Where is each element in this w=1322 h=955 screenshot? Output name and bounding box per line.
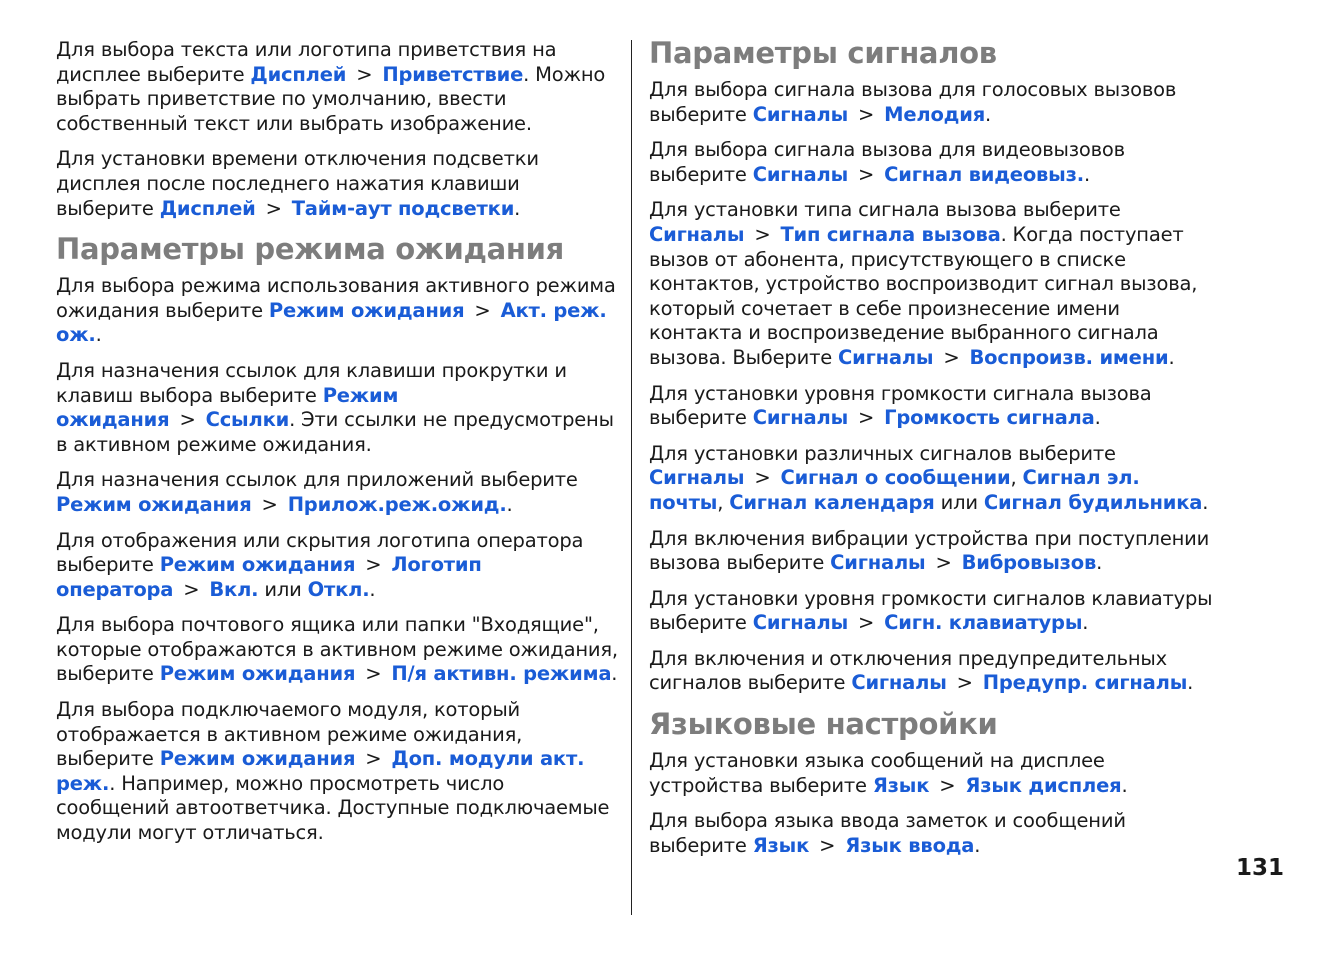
menu-path-link: Ссылки	[205, 408, 290, 432]
separator: >	[265, 196, 282, 220]
paragraph: Для назначения ссылок для клавиши прокрутки и клавиш выбора выберите Режим ожидания > Ссылки. Эти ссылки не предусмотрены в активном режиме ожидания.	[56, 358, 614, 456]
paragraph: Для назначения ссылок для приложений выберите Режим ожидания > Прилож.реж.ожид..	[56, 468, 578, 516]
paragraph: Для выбора текста или логотипа приветствия на дисплее выберите Дисплей > Приветствие. Можно выбрать приветствие по умолчанию, ввести собственный текст или выбрать изображение.	[56, 38, 606, 135]
menu-path-link: Режим ожидания	[268, 298, 465, 322]
paragraph: Для выбора языка ввода заметок и сообщений выберите Язык > Язык ввода.	[649, 809, 1126, 857]
separator: >	[943, 345, 960, 369]
menu-path-link: Откл.	[307, 577, 370, 601]
menu-path-link: Прилож.реж.ожид.	[287, 492, 507, 516]
menu-path-link: Режим ожидания	[159, 553, 356, 577]
paragraph: Для выбора сигнала вызова для видеовызовов выберите Сигналы > Сигнал видеовыз..	[649, 138, 1125, 186]
menu-path-link: Воспроизв. имени	[969, 345, 1169, 369]
menu-path-link: Язык ввода	[845, 833, 975, 857]
menu-path-link: Вибровызов	[961, 551, 1097, 575]
menu-path-link: Режим ожидания	[159, 662, 356, 686]
separator: >	[956, 671, 973, 695]
menu-path-link: Режим ожидания	[56, 383, 399, 432]
separator: >	[365, 747, 382, 771]
menu-path-link: Сигналы	[649, 466, 745, 490]
separator: >	[754, 222, 771, 246]
menu-path-link: Сигналы	[752, 611, 849, 635]
separator: >	[754, 466, 771, 490]
paragraph: Для выбора режима использования активного режима ожидания выберите Режим ожидания > Акт. реж. ож..	[56, 274, 616, 347]
separator: >	[819, 833, 836, 857]
menu-path-link: Логотип оператора	[56, 553, 482, 601]
paragraph: Для выбора подключаемого модуля, который отображается в активном режиме ожидания, выберите Режим ожидания > Доп. модули акт. реж.. Например, можно просмотреть число сообщений автоответчика. Доступные подключаемые модули могут отличаться.	[56, 698, 610, 845]
right-column	[649, 38, 1219, 869]
menu-path-link: Доп. модули акт. реж.	[56, 747, 585, 795]
menu-path-link: Режим ожидания	[159, 747, 356, 771]
paragraph: Для включения вибрации устройства при поступлении вызова выберите Сигналы > Вибровызов.	[649, 526, 1210, 575]
page-number: 131	[1236, 855, 1285, 881]
menu-path-link: Язык	[752, 833, 810, 857]
separator: >	[365, 553, 382, 577]
paragraph: Для отображения или скрытия логотипа оператора выберите Режим ожидания > Логотип оператора > Вкл. или Откл..	[56, 528, 584, 601]
paragraph: Для установки времени отключения подсветки дисплея после последнего нажатия клавиши выберите Дисплей > Тайм-аут подсветки.	[56, 147, 539, 220]
left-column	[56, 38, 622, 857]
column-divider	[631, 40, 632, 915]
menu-path-link: Сигналы	[649, 222, 745, 246]
menu-path-link: Язык дисплея	[965, 773, 1122, 797]
menu-path-link: Сигналы	[752, 102, 849, 126]
menu-path-link: Тип сигнала вызова	[780, 222, 1001, 246]
menu-path-link: Тайм-аут подсветки	[291, 196, 515, 220]
menu-path-link: Предупр. сигналы	[982, 671, 1188, 695]
menu-path-link: П/я активн. режима	[391, 662, 612, 686]
paragraph: Для установки языка сообщений на дисплее устройства выберите Язык > Язык дисплея.	[649, 749, 1128, 797]
separator: >	[858, 162, 875, 186]
menu-path-link: Сигнал календаря	[729, 490, 935, 514]
paragraph: Для выбора сигнала вызова для голосовых вызовов выберите Сигналы > Мелодия.	[649, 78, 1177, 126]
section-heading-tones: Параметры сигналов	[649, 36, 997, 70]
menu-path-link: Дисплей	[159, 196, 256, 220]
separator: >	[935, 551, 952, 575]
paragraph: Для установки типа сигнала вызова выберите Сигналы > Тип сигнала вызова. Когда поступает вызов от абонента, присутствующего в списке контактов, устройство воспроизводит сигнал вызова, который сочетает в себе произнесение имени контакта и воспроизведение выбранного сигнала вызова. Выберите Сигналы > Воспроизв. имени.	[649, 198, 1198, 369]
menu-path-link: Сигналы	[752, 162, 849, 186]
menu-path-link: Сигналы	[838, 345, 934, 369]
separator: >	[474, 298, 491, 322]
separator: >	[939, 773, 956, 797]
menu-path-link: Сигнал эл. почты	[649, 466, 1140, 514]
menu-path-link: Сигнал видеовыз.	[884, 162, 1084, 186]
separator: >	[356, 62, 373, 86]
separator: >	[183, 577, 200, 601]
paragraph: Для установки уровня громкости сигналов клавиатуры выберите Сигналы > Сигн. клавиатуры.	[649, 586, 1213, 635]
menu-path-link: Режим ожидания	[56, 492, 252, 516]
separator: >	[261, 492, 278, 516]
separator: >	[365, 662, 382, 686]
menu-path-link: Вкл.	[209, 577, 259, 601]
separator: >	[858, 406, 875, 430]
section-heading-language: Языковые настройки	[649, 707, 998, 742]
menu-path-link: Сигналы	[830, 551, 926, 575]
menu-path-link: Сигнал будильника	[983, 490, 1203, 514]
paragraph: Для выбора почтового ящика или папки "Входящие", которые отображаются в активном режиме ожидания, выберите Режим ожидания > П/я активн. режима.	[56, 613, 618, 686]
menu-path-link: Сигн. клавиатуры	[884, 611, 1083, 635]
menu-path-link: Мелодия	[884, 102, 986, 126]
separator: >	[179, 408, 196, 432]
menu-path-link: Сигналы	[752, 406, 849, 430]
menu-path-link: Язык	[872, 773, 930, 797]
separator: >	[858, 102, 875, 126]
separator: >	[858, 611, 875, 635]
menu-path-link: Сигнал о сообщении	[780, 466, 1011, 490]
section-heading-standby: Параметры режима ожидания	[56, 232, 564, 267]
menu-path-link: Акт. реж. ож.	[56, 298, 607, 347]
paragraph: Для установки уровня громкости сигнала вызова выберите Сигналы > Громкость сигнала.	[649, 381, 1152, 430]
menu-path-link: Приветствие	[382, 62, 524, 86]
menu-path-link: Дисплей	[250, 62, 347, 86]
paragraph: Для установки различных сигналов выберите Сигналы > Сигнал о сообщении, Сигнал эл. почты, Сигнал календаря или Сигнал будильника.	[649, 441, 1209, 514]
menu-path-link: Громкость сигнала	[884, 406, 1095, 430]
paragraph: Для включения и отключения предупредительных сигналов выберите Сигналы > Предупр. сигналы.	[649, 646, 1194, 695]
menu-path-link: Сигналы	[851, 671, 947, 695]
